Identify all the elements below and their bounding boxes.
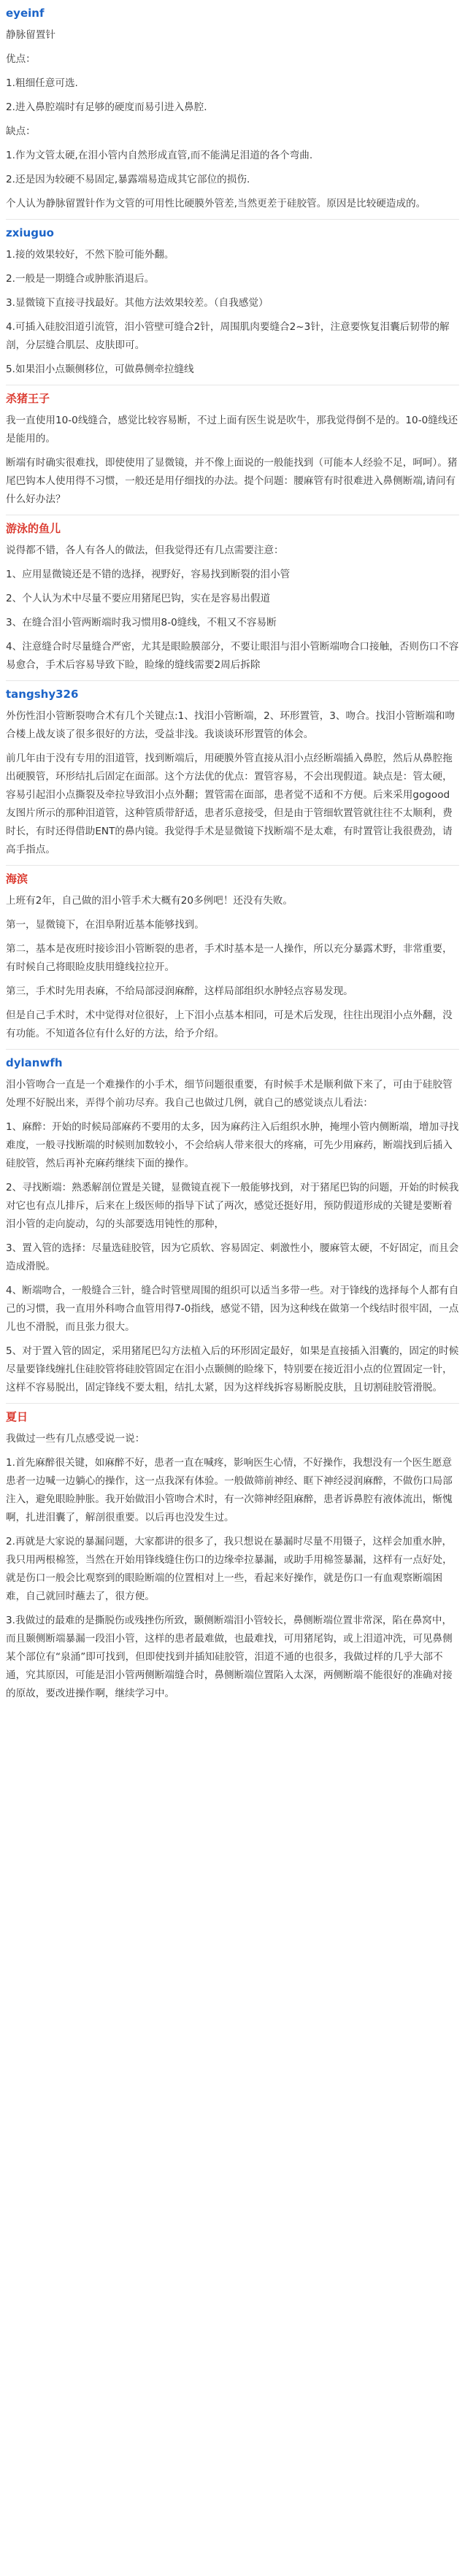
post-paragraph: 1、应用显微镜还是不错的选择，视野好，容易找到断裂的泪小管 [6,569,291,580]
post-author[interactable]: 游泳的鱼儿 [6,522,61,535]
post-shazhuwangzi [6,390,459,509]
post-paragraph: 1.接的效果较好，不然下脸可能外翻。 [6,249,174,261]
post-xiari [6,1408,459,1703]
post-divider [6,865,459,866]
post-divider [6,1049,459,1050]
post-paragraph: 2.再就是大家说的暴漏问题，大家都讲的很多了，我只想说在暴漏时尽量不用镊子，这样会加重水肿，我只用两根棉签，当然在开始用锋线缝住伤口的边缘牵拉暴漏，或助手用棉签暴漏，这样有一点好处，就是伤口一般会比观察到的眼睑断端的位置相对上一些，看起来好操作，就是伤口一有血观察断端困难，自己就回时蘸去了，很方便。 [6,1536,453,1602]
post-eyeinf [6,4,459,213]
post-paragraph: 2.一般是一期缝合或肿胀消退后。 [6,273,155,285]
post-paragraph: 第一，显微镜下，在泪阜附近基本能够找到。 [6,919,204,931]
post-paragraph: 3、置入管的选择：尽量选硅胶管，因为它质软、容易固定、刺激性小，腰麻管太硬，不好固定，而且会造成滑脱。 [6,1242,459,1272]
post-paragraph: 我一直使用10-0线缝合，感觉比较容易断，不过上面有医生说是吹牛，那我觉得倒不是的。10-0缝线还是能用的。 [6,415,458,445]
post-paragraph: 1.粗细任意可选. [6,77,78,89]
post-paragraph: 前几年由于没有专用的泪道管，找到断端后，用硬膜外管直接从泪小点经断端插入鼻腔，然后从鼻腔拖出硬膜管，环形结扎后固定在面部。这个方法优的优点：置管容易，不会出现假道。缺点是：管太硬，容易引起泪小点撕裂及牵拉导致泪小点外翻；置管需在面部，患者觉不适和不方便。后来采用gogood友图片所示的那种泪道管，这种管质带舒适，患者乐意接受，但是由于管细软置管就往往不太顺利，费时长，有时还得借助ENT的鼻内镜。我觉得手术是显微镜下找断端不是太难，有时置管让我很费劲，请高手指点。 [6,753,453,856]
post-paragraph: 1.作为文管太硬,在泪小管内自然形成直管,而不能满足泪道的各个弯曲. [6,150,313,161]
post-paragraph: 说得都不错，各人有各人的做法，但我觉得还有几点需要注意： [6,545,284,556]
post-paragraph: 断端有时确实很难找，即使使用了显微镜，并不像上面说的一般能找到（可能本人经验不足，呵呵）。猪尾巴钩本人使用得不习惯，一般还是用仔细找的办法。提个问题：腰麻管有时很难进入鼻侧断端,请问有什么好办法？ [6,457,458,505]
post-zxiuguo [6,224,459,379]
post-paragraph: 4.可插入硅胶泪道引流管，泪小管壁可缝合2针，周围肌肉要缝合2~3针，注意要恢复泪囊后韧带的解剖，分层缝合肌层、皮肤即可。 [6,321,450,351]
post-tangshy326 [6,685,459,859]
post-dylanwfh [6,1054,459,1397]
post-youyongdeyuer [6,520,459,674]
post-paragraph: 外伤性泪小管断裂吻合术有几个关键点:1、找泪小管断端，2、环形置管，3、吻合。找泪小管断端和吻合楼上战友谈了很多很好的方法，受益非浅。我谈谈环形置管的体会。 [6,710,456,740]
post-paragraph: 泪小管吻合一直是一个难操作的小手术，细节问题很重要，有时候手术是顺利做下来了，可由于硅胶管处理不好脱出来，弄得个前功尽弃。我自己也做过几例，就自己的感觉谈点儿看法： [6,1079,453,1109]
post-paragraph: 静脉留置针 [6,29,55,41]
post-author[interactable]: 夏日 [6,1410,28,1423]
post-paragraph: 2.还是因为较硬不易固定,暴露端易造成其它部位的损伤. [6,174,250,185]
post-divider [6,680,459,681]
post-paragraph: 我做过一些有几点感受说一说： [6,1433,145,1445]
post-paragraph: 个人认为静脉留置针作为文管的可用性比硬膜外管差,当然更差于硅胶管。原因是比较硬造成的。 [6,198,426,209]
post-paragraph: 上班有2年，自己做的泪小管手术大概有20多例吧！还没有失败。 [6,895,293,907]
post-paragraph: 1、麻醉：开始的时候局部麻药不要用的太多，因为麻药注入后组织水肿，掩埋小管内侧断端，增加寻找难度，一般寻找断端的时候则加数较小，不会给病人带来很大的疼痛，可先少用麻药，断端找到后插入硅胶管，然后再补充麻药继续下面的操作。 [6,1121,459,1169]
post-paragraph: 第三，手术时先用表麻，不给局部浸润麻醉，这样局部组织水肿轻点容易发现。 [6,985,353,997]
post-paragraph: 2、个人认为术中尽量不要应用猪尾巴钩，实在是容易出假道 [6,593,271,604]
post-paragraph: 2、寻找断端：熟悉解剖位置是关键，显微镜直视下一般能够找到，对于猪尾巴钩的问题，开始的时候我对它也有点儿排斥，后来在上级医师的指导下试了两次，感觉还挺好用，预防假道形成的关键是要断着泪小管的走向旋动，勾的头部要选用钝性的那种， [6,1182,459,1230]
post-author[interactable]: zxiuguo [6,226,54,239]
post-paragraph: 4、注意缝合时尽量缝合严密，尤其是眼睑膜部分，不要让眼泪与泪小管断端吻合口接触，否则伤口不容易愈合，手术后容易导致下睑，睑缘的缝线需要2周后拆除 [6,641,459,671]
post-paragraph: 1.首先麻醉很关键，如麻醉不好，患者一直在喊疼，影响医生心情，不好操作，我想没有一个医生愿意患者一边喊一边躺心的操作，这一点我深有体验。一般做筛前神经、眶下神经浸润麻醉，不做伤口局部注入，避免眼睑肿胀。我开始做泪小管吻合术时，有一次筛神经阻麻醉，患者诉鼻腔有液体流出，惭愧啊，扎进泪囊了，解剖很重要。以后再也没发生过。 [6,1457,453,1523]
post-author[interactable]: 杀猪王子 [6,392,50,405]
post-haibin [6,870,459,1043]
post-paragraph: 3、在缝合泪小管两断端时我习惯用8-0缝线，不粗又不容易断 [6,617,277,628]
post-paragraph: 5、对于置入管的固定，采用猪尾巴勾方法植入后的环形固定最好，如果是直接插入泪囊的，固定的时候尽量要锋线缠扎住硅胶管将硅胶管固定在泪小点颞侧的睑缘下，特别要在接近泪小点的位置固定一针，这样不容易脱出，固定锋线不要太粗，结扎太紧，因为这样线拆容易断脱皮肤，且切割硅胶管滑脱。 [6,1345,459,1393]
post-paragraph: 3.显微镜下直接寻找最好。其他方法效果较差。（自我感觉） [6,297,269,309]
post-divider [6,1403,459,1404]
post-paragraph: 优点： [6,53,36,65]
post-author[interactable]: eyeinf [6,7,45,20]
post-paragraph: 第二，基本是夜班时接诊泪小管断裂的患者，手术时基本是一人操作，所以充分暴露术野，非常重要，有时候自己将眼睑皮肤用缝线拉拉开。 [6,943,453,973]
post-author[interactable]: tangshy326 [6,688,79,701]
post-paragraph: 2.进入鼻腔端时有足够的硬度而易引进入鼻腔. [6,101,207,113]
post-paragraph: 4、断端吻合，一般缝合三针，缝合时管壁周围的组织可以适当多带一些。对于锋线的选择每个人都有自己的习惯，我一直用外科吻合血管用得7-0指线，感觉不错，因为这种线在做第一个线结时很牢固，一点儿也不滑脱，而且张力很大。 [6,1285,459,1333]
post-paragraph: 缺点： [6,126,36,137]
post-paragraph: 5.如果泪小点颞侧移位，可做鼻侧牵拉缝线 [6,364,194,375]
post-paragraph: 3.我做过的最难的是撕脱伤或残挫伤所致，颞侧断端泪小管较长，鼻侧断端位置非常深，陷在鼻窝中，而且颞侧断端暴漏一段泪小管，这样的患者最难做，也最难找，可用猪尾钩，或上泪道冲洗，可见鼻侧某个部位有“泉涌”即可找到，但即使找到并插知硅胶管，泪道不通的也很多，我做过样的几乎大部不通，究其原因，可能是泪小管两侧断端缝合时，鼻侧断端位置陷入太深，两侧断端不能很好的准确对接的原故，要改进操作啊，继续学习中。 [6,1615,453,1699]
post-author[interactable]: 海滨 [6,872,28,885]
post-paragraph: 但是自己手术时，术中觉得对位很好，上下泪小点基本相同，可是术后发现，往往出现泪小点外翻，没有功能。不知道各位有什么好的方法，给予介绍。 [6,1010,453,1039]
post-divider [6,219,459,220]
post-author[interactable]: dylanwfh [6,1056,63,1069]
